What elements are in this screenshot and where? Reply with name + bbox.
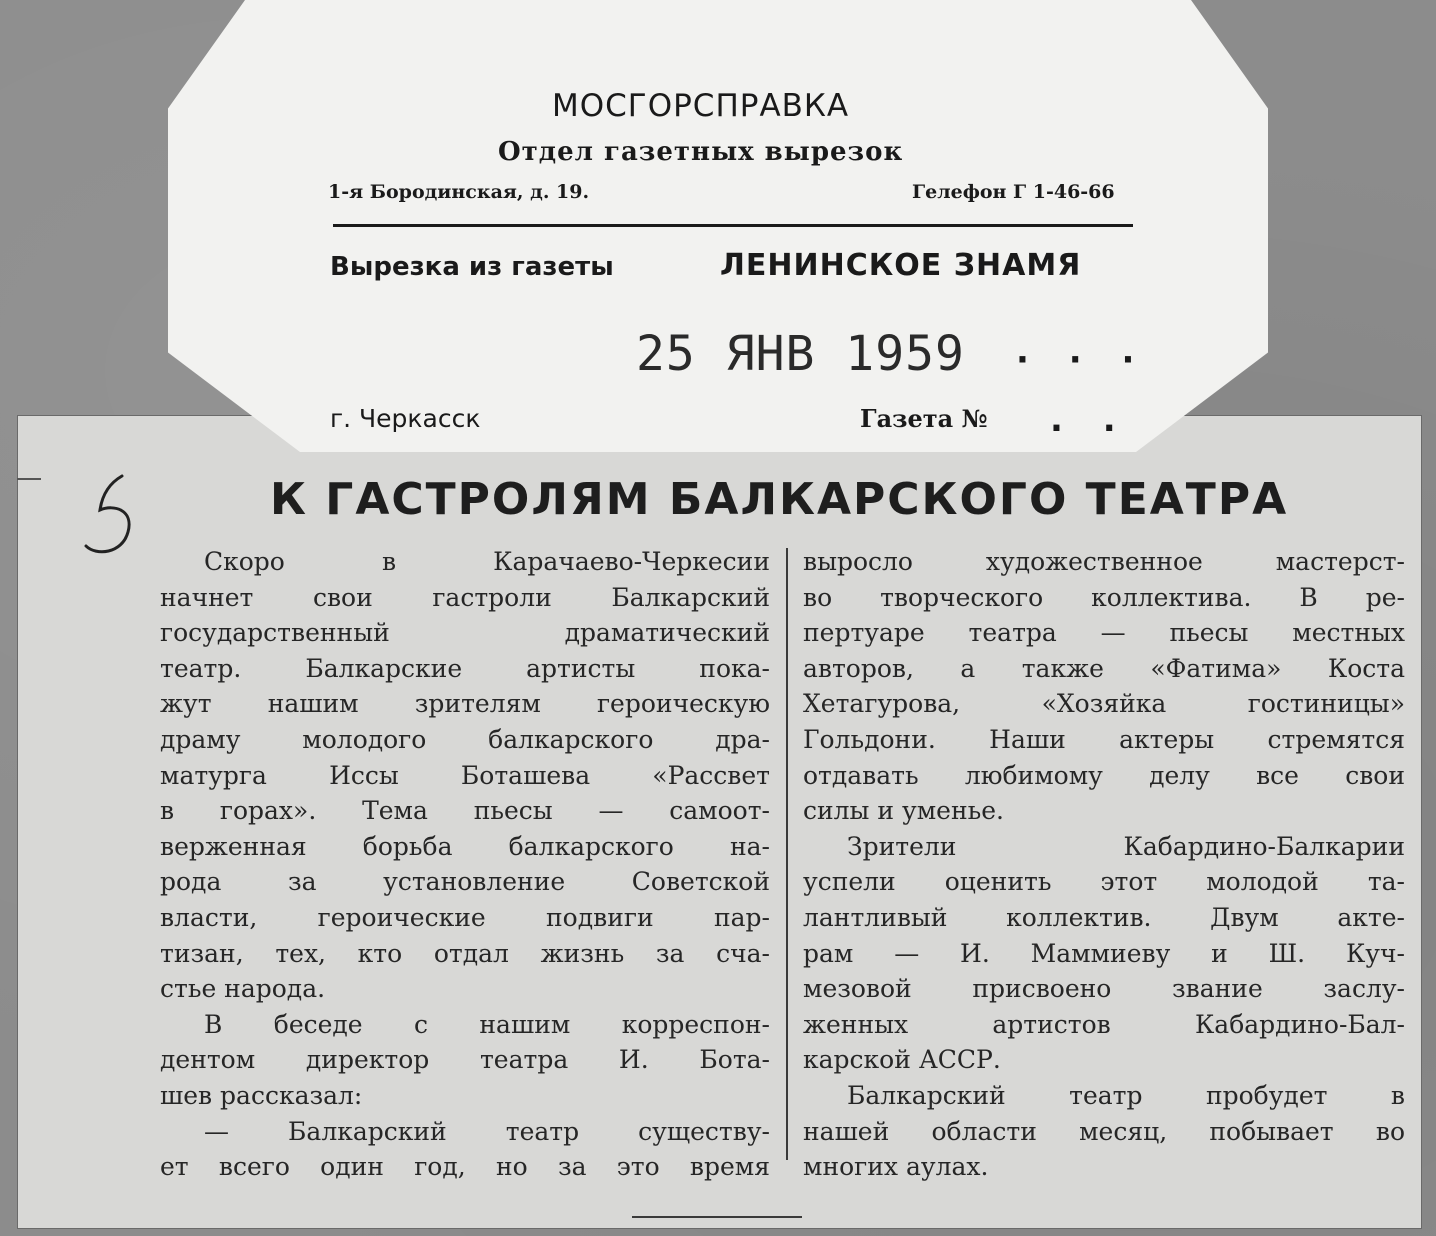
text-line: ет всего один год, но за это время [160, 1152, 770, 1182]
text-line: лантливый коллектив. Двум акте- [803, 902, 1405, 932]
text-line: рам — И. Маммиеву и Ш. Куч- [803, 938, 1405, 968]
city-name: г. Черкасск [330, 404, 481, 433]
date-stamp: 25 ЯНВ 1959 [636, 326, 965, 382]
article-end-rule [632, 1216, 802, 1218]
text-line: драму молодого балкарского дра- [160, 724, 770, 754]
text-line: нашей области месяц, побывает во [803, 1116, 1405, 1146]
text-line: театр. Балкарские артисты пока- [160, 653, 770, 683]
issue-number-label: Газета № [860, 404, 988, 433]
article-column-left [160, 544, 770, 1185]
text-line: стье народа. [160, 974, 326, 1004]
text-line: тизан, тех, кто отдал жизнь за сча- [160, 938, 770, 968]
handwritten-page-number [78, 470, 148, 570]
text-line: успели оценить этот молодой та- [803, 867, 1405, 897]
article-column-right [803, 544, 1405, 1185]
address: 1-я Бородинская, д. 19. [328, 181, 590, 203]
text-line: силы и уменье. [803, 796, 1004, 826]
text-line: во творческого коллектива. В ре- [803, 582, 1405, 612]
edge-mark [17, 478, 41, 480]
text-line: пертуаре театра — пьесы местных [803, 618, 1405, 648]
text-line: мезовой присвоено звание заслу- [803, 974, 1405, 1004]
text-line: государственный драматический [160, 618, 770, 648]
text-line: матурга Иссы Боташева «Рассвет [160, 760, 770, 790]
clipping-from-label: Вырезка из газеты [330, 252, 614, 282]
text-line: жут нашим зрителям героическую [160, 689, 770, 719]
text-line: начнет свои гастроли Балкарский [160, 582, 770, 612]
issue-filler-dots: . . [1050, 400, 1130, 440]
text-line: в горах». Тема пьесы — самоот- [160, 796, 770, 826]
article-headline: К ГАСТРОЛЯМ БАЛКАРСКОГО ТЕАТРА [270, 474, 1289, 525]
label-divider [333, 224, 1133, 227]
text-line: шев рассказал: [160, 1080, 363, 1110]
text-line: отдавать любимому делу все свои [803, 760, 1405, 790]
text-line: карской АССР. [803, 1045, 1001, 1075]
date-filler-dots: · · · [1016, 340, 1149, 380]
text-line: Балкарский театр пробудет в [847, 1080, 1405, 1110]
organization-name: МОСГОРСПРАВКА [552, 88, 850, 124]
text-line: женных артистов Кабардино-Бал- [803, 1009, 1405, 1039]
text-line: рода за установление Советской [160, 867, 770, 897]
text-line: верженная борьба балкарского на- [160, 831, 770, 861]
text-line: власти, героические подвиги пар- [160, 902, 770, 932]
text-line: Гольдони. Наши актеры стремятся [803, 724, 1405, 754]
text-line: Скоро в Карачаево-Черкесии [204, 547, 770, 576]
text-line: В беседе с нашим корреспон- [204, 1009, 770, 1039]
text-line: выросло художественное мастерст- [803, 547, 1405, 576]
text-line: Хетагурова, «Хозяйка гостиницы» [803, 689, 1405, 719]
text-line: Зрители Кабардино-Балкарии [847, 831, 1405, 861]
text-line: — Балкарский театр существу- [204, 1116, 770, 1146]
text-line: многих аулах. [803, 1152, 989, 1182]
text-line: дентом директор театра И. Бота- [160, 1045, 770, 1075]
column-divider [786, 548, 788, 1160]
department-name: Отдел газетных вырезок [498, 137, 904, 167]
text-line: авторов, а также «Фатима» Коста [803, 653, 1405, 683]
phone-number: Гелефон Г 1-46-66 [912, 181, 1115, 203]
newspaper-name: ЛЕНИНСКОЕ ЗНАМЯ [720, 248, 1082, 283]
